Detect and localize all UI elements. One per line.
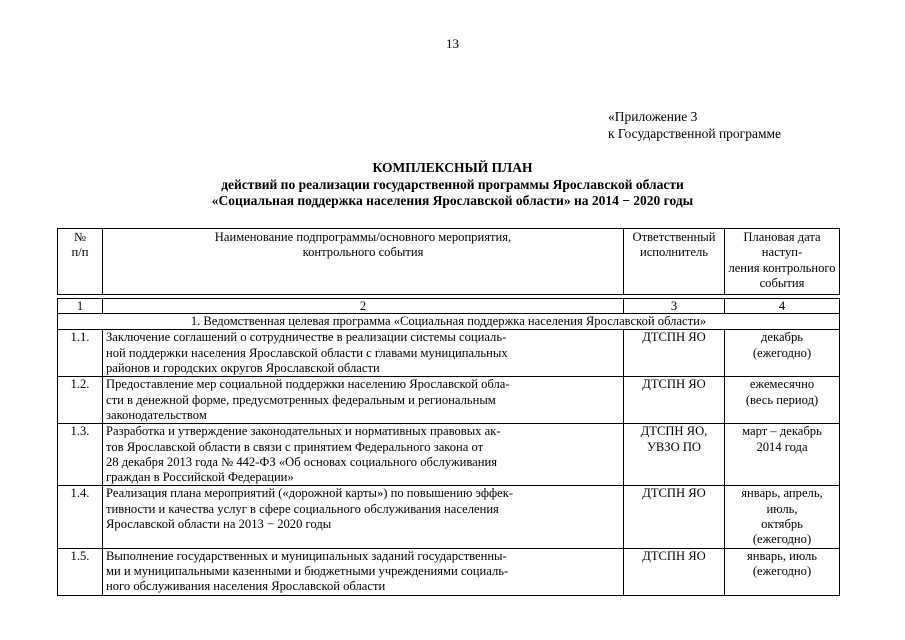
row-name: Заключение соглашений о сотрудничестве в реализации системы социаль- ной поддержки населения Ярославской области с главами муниципальных районов и городских округов Ярославской области xyxy=(103,330,624,377)
row-number: 1.1. xyxy=(58,330,103,377)
title-line-3: «Социальная поддержка населения Ярославской области» на 2014 − 2020 годы xyxy=(211,193,694,208)
plan-table xyxy=(57,228,840,596)
row-name: Разработка и утверждение законодательных и нормативных правовых ак- тов Ярославской области в связи с принятием Федерального закона от 28 декабря 2013 года № 442-ФЗ «Об основах социального обслуживания граждан в Российской Федерации» xyxy=(103,424,624,486)
row-executor: ДТСПН ЯО xyxy=(624,330,725,377)
row-number: 1.3. xyxy=(58,424,103,486)
row-date: январь, июль (ежегодно) xyxy=(725,548,840,595)
row-date: март – декабрь 2014 года xyxy=(725,424,840,486)
table-row xyxy=(58,486,840,548)
row-name: Реализация плана мероприятий («дорожной карты») по повышению эффек- тивности и качества услуг в сфере социального обслуживания населения Ярославской области на 2013 − 2020 годы xyxy=(103,486,624,548)
header-name: Наименование подпрограммы/основного мероприятия, контрольного события xyxy=(103,229,624,295)
header-executor: Ответственный исполнитель xyxy=(624,229,725,295)
column-number: 2 xyxy=(103,299,624,314)
column-number: 3 xyxy=(624,299,725,314)
document-title xyxy=(0,160,905,210)
row-number: 1.5. xyxy=(58,548,103,595)
appendix-note xyxy=(608,108,781,142)
plan-table-container xyxy=(57,228,839,596)
section-title: 1. Ведомственная целевая программа «Социальная поддержка населения Ярославской области» xyxy=(58,314,840,330)
appendix-line-2: к Государственной программе xyxy=(608,126,782,141)
row-date: ежемесячно (весь период) xyxy=(725,377,840,424)
column-number: 4 xyxy=(725,299,840,314)
column-number: 1 xyxy=(58,299,103,314)
section-row xyxy=(58,314,840,330)
row-executor: ДТСПН ЯО xyxy=(624,548,725,595)
row-executor: ДТСПН ЯО xyxy=(624,377,725,424)
page-number: 13 xyxy=(446,36,459,51)
row-date: январь, апрель, июль, октябрь (ежегодно) xyxy=(725,486,840,548)
title-line-2: действий по реализации государственной программы Ярославской области xyxy=(221,176,684,192)
row-number: 1.2. xyxy=(58,377,103,424)
column-number-row xyxy=(58,299,840,314)
appendix-line-1: «Приложение 3 xyxy=(608,109,698,124)
row-number: 1.4. xyxy=(58,486,103,548)
table-row xyxy=(58,330,840,377)
header-date: Плановая дата наступ- ления контрольного события xyxy=(725,229,840,295)
row-executor: ДТСПН ЯО, УВЗО ПО xyxy=(624,424,725,486)
header-no: № п/п xyxy=(58,229,103,295)
title-line-1: КОМПЛЕКСНЫЙ ПЛАН xyxy=(372,160,533,175)
row-name: Выполнение государственных и муниципальных заданий государственны- ми и муниципальными казенными и бюджетными учреждениями социаль- ного обслуживания населения Ярославской области xyxy=(103,548,624,595)
table-row xyxy=(58,424,840,486)
table-row xyxy=(58,548,840,595)
table-header-row xyxy=(58,229,840,295)
row-name: Предоставление мер социальной поддержки населению Ярославской обла- сти в денежной форме, предусмотренных федеральным и региональным законодательством xyxy=(103,377,624,424)
row-date: декабрь (ежегодно) xyxy=(725,330,840,377)
row-executor: ДТСПН ЯО xyxy=(624,486,725,548)
table-row xyxy=(58,377,840,424)
